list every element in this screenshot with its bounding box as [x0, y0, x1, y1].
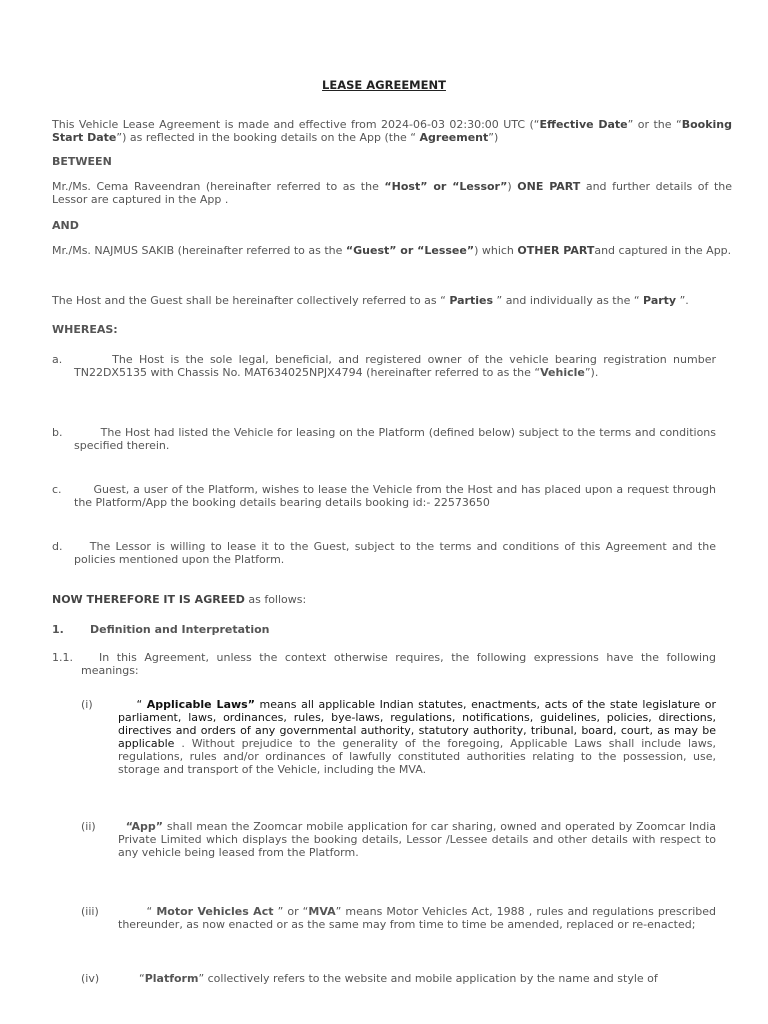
definition-text: “	[118, 698, 147, 711]
clause-number: 1.1.	[52, 651, 73, 664]
motor-vehicles-act-term: Motor Vehicles Act	[156, 905, 274, 918]
host-paragraph	[52, 180, 732, 206]
effective-date-term: Effective Date	[539, 118, 628, 131]
definition-marker: (i)	[81, 698, 93, 711]
definition-text: ” or “	[273, 905, 309, 918]
guest-text: and captured in the App.	[594, 244, 732, 257]
mva-term: MVA	[308, 905, 336, 918]
now-therefore-paragraph	[52, 593, 732, 606]
intro-paragraph	[52, 118, 732, 144]
definition-marker: (iv)	[81, 972, 100, 985]
definition-marker: (iii)	[81, 905, 99, 918]
definition-text: “	[118, 972, 145, 985]
definition-marker: (ii)	[81, 820, 96, 833]
parties-paragraph	[52, 294, 732, 307]
recital-marker: a.	[52, 353, 63, 366]
applicable-laws-term: Applicable Laws”	[146, 698, 255, 711]
parties-text: ” and individually as the “	[493, 294, 644, 307]
section-number: 1.	[52, 623, 64, 636]
now-therefore-text: as follows:	[244, 593, 307, 606]
recital-text: The Host had listed the Vehicle for leasing on the Platform (defined below) subject to the terms and conditions specified therein.	[74, 426, 716, 452]
definition-text: means all applicable Indian statutes, enactments, acts of the state legislature or parliament, laws, ordinances, rules, bye-laws, regulations, notifications, guidelines, policies, directions, directives and orders of any governmental authority, statutory authority, tribunal, board, court, as may be applicable	[118, 698, 716, 750]
recital-text: ”).	[584, 366, 599, 379]
definition-i	[81, 698, 716, 776]
host-text: and further details of the Lessor are captured in the App .	[52, 180, 732, 206]
section-title: Definition and Interpretation	[90, 623, 270, 636]
recital-c	[52, 483, 716, 509]
booking-start-date-term: Booking Start Date	[52, 118, 732, 144]
definition-text: . Without prejudice to the generality of the foregoing, Applicable Laws shall include laws, regulations, rules and/or ordinances of lawfully constituted authorities relating to the possession, use, storage and transport of the Vehicle, including the MVA.	[118, 737, 716, 776]
intro-text: ”) as reflected in the booking details on the App (the “	[116, 131, 420, 144]
recital-a	[52, 353, 716, 379]
guest-text: Mr./Ms. NAJMUS SAKIB (hereinafter referred to as the	[52, 244, 346, 257]
definition-iv	[81, 972, 716, 985]
intro-text: This Vehicle Lease Agreement is made and effective from 2024-06-03 02:30:00 UTC (“	[52, 118, 540, 131]
other-part-term: OTHER PART	[517, 244, 595, 257]
and-heading: AND	[52, 219, 79, 232]
recital-marker: c.	[52, 483, 62, 496]
now-therefore-term: NOW THEREFORE IT IS AGREED	[52, 593, 245, 606]
host-term: “Host” or “Lessor”	[384, 180, 508, 193]
definition-iii	[81, 905, 716, 931]
clause-text: In this Agreement, unless the context otherwise requires, the following expressions have the following meanings:	[81, 651, 716, 677]
section-1-heading	[52, 623, 269, 636]
intro-text: ”)	[488, 131, 499, 144]
intro-text: ” or the “	[627, 118, 682, 131]
agreement-term: Agreement	[419, 131, 489, 144]
platform-term: Platform	[144, 972, 199, 985]
app-term: “App”	[125, 820, 164, 833]
recital-text: The Lessor is willing to lease it to the Guest, subject to the terms and conditions of this Agreement and the policies mentioned upon the Platform.	[74, 540, 716, 566]
definition-text: “	[118, 905, 157, 918]
guest-text: ) which	[474, 244, 518, 257]
guest-paragraph	[52, 244, 732, 257]
recital-marker: d.	[52, 540, 63, 553]
definition-text: ” collectively refers to the website and mobile application by the name and style of	[198, 972, 658, 985]
definition-ii	[81, 820, 716, 859]
party-term: Party	[643, 294, 677, 307]
definition-text: shall mean the Zoomcar mobile application for car sharing, owned and operated by Zoomcar India Private Limited which displays the booking details, Lessor /Lessee details and other details with respect to any vehicle being leased from the Platform.	[118, 820, 716, 859]
definition-text: ” means Motor Vehicles Act, 1988 , rules and regulations prescribed thereunder, as now enacted or as the same may from time to time be amended, replaced or re-enacted;	[118, 905, 717, 931]
definition-text	[118, 820, 126, 833]
recital-text: Guest, a user of the Platform, wishes to lease the Vehicle from the Host and has placed upon a request through the Platform/App the booking details bearing details booking id:- 22573650	[74, 483, 716, 509]
vehicle-term: Vehicle	[540, 366, 585, 379]
recital-b	[52, 426, 716, 452]
host-text: )	[507, 180, 518, 193]
recital-d	[52, 540, 716, 566]
recital-marker: b.	[52, 426, 63, 439]
parties-term: Parties	[449, 294, 493, 307]
whereas-heading: WHEREAS:	[52, 323, 118, 336]
guest-term: “Guest” or “Lessee”	[345, 244, 475, 257]
parties-text: ”.	[676, 294, 689, 307]
one-part-term: ONE PART	[517, 180, 581, 193]
clause-1-1	[52, 651, 716, 677]
between-heading: BETWEEN	[52, 155, 112, 168]
recital-text: The Host is the sole legal, beneficial, and registered owner of the vehicle bearing registration number TN22DX5135 with Chassis No. MAT634025NPJX4794 (hereinafter referred to as the “	[74, 353, 716, 379]
document-title: LEASE AGREEMENT	[322, 78, 446, 92]
parties-text: The Host and the Guest shall be hereinafter collectively referred to as “	[52, 294, 450, 307]
host-text: Mr./Ms. Cema Raveendran (hereinafter referred to as the	[52, 180, 385, 193]
